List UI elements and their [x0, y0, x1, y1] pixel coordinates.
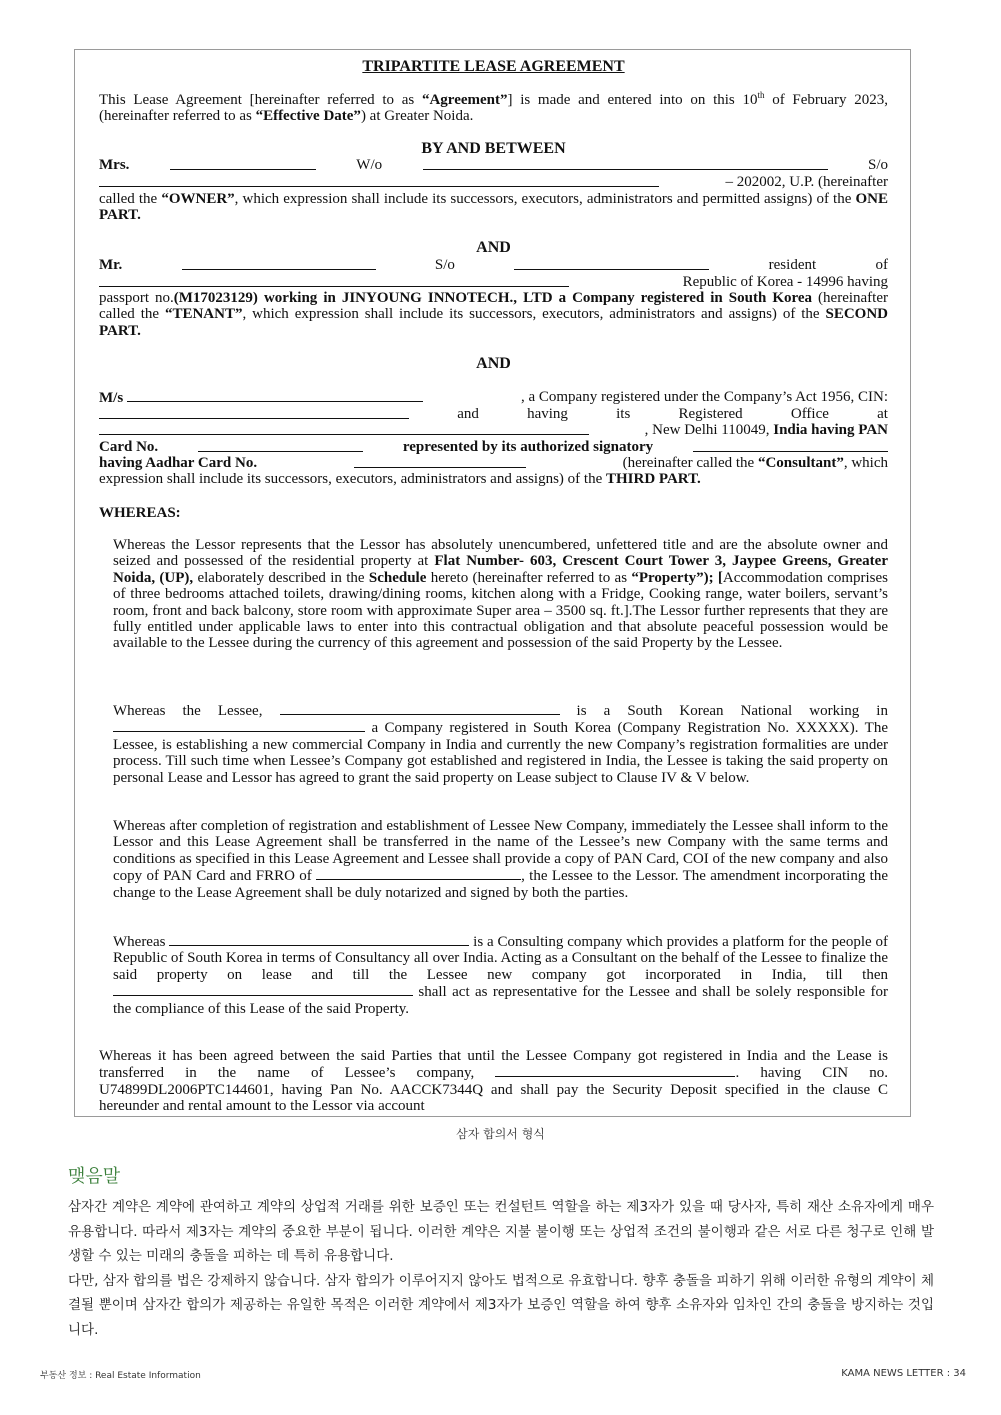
blank-line	[99, 274, 569, 287]
blank-line	[354, 455, 526, 468]
footer-page-label: KAMA NEWS LETTER : 34	[841, 1368, 966, 1379]
by-and-between: BY AND BETWEEN	[421, 140, 566, 157]
consultant-line-3: , New Delhi 110049, India having PAN	[99, 422, 888, 438]
intro-paragraph: This Lease Agreement [hereinafter referred to as “Agreement”] is made and entered into on this 10th of February 2023, (hereinafter referred to as “Effective Date”) at Greater Noida.	[99, 90, 888, 125]
owner-line-2: – 202002, U.P. (hereinafter	[99, 174, 888, 190]
blank-line	[182, 257, 376, 270]
and-separator-1: AND	[476, 239, 511, 256]
whereas-clause-2: Whereas the Lessee, is a South Korean National working in a Company registered in South Korea (Company Registration No. XXXXX). The Lessee, is establishing a new commercial Company in India and currently the new Company’s registration formalities are under process. Till such time when Lessee’s Company got established and registered in India, the Lessee is taking the said property on personal Lease and Lessor has agreed to grant the said property on Lease subject to Clause IV & V below.	[113, 703, 888, 786]
consultant-line-1: M/s , a Company registered under the Company’s Act 1956, CIN:	[99, 389, 888, 406]
tenant-line-2: Republic of Korea - 14996 having	[99, 274, 888, 290]
blank-line	[99, 406, 409, 419]
conclusion-paragraph-2: 다만, 삼자 합의를 법은 강제하지 않습니다. 삼자 합의가 이루어지지 않아도 법적으로 유효합니다. 향후 충돌을 피하기 위해 이러한 유형의 계약이 체결될 뿐이며 삼자간 합의가 제공하는 유일한 목적은 이러한 계약에서 제3자가 보증인 역할을 하여 향후 소유자와 임차인 간의 충돌을 방지하는 것입니다.	[68, 1272, 934, 1338]
blank-line	[170, 157, 316, 170]
blank-line	[316, 867, 521, 880]
footer-section-label: 부동산 정보 : Real Estate Information	[40, 1371, 201, 1381]
blank-line	[280, 702, 560, 715]
whereas-clause-4: Whereas is a Consulting company which provides a platform for the people of Republic of South Korea in terms of Consultancy all over India. Acting as a Consultant on the behalf of the Lessee to finalize the said property on lease and till the Lessee new company got incorporated in India, till then shall act as representative for the Lessee and shall be solely responsible for the compliance of this Lease of the said Property.	[113, 934, 888, 1017]
whereas-heading: WHEREAS:	[99, 505, 181, 521]
blank-line	[514, 257, 709, 270]
document-title: TRIPARTITE LEASE AGREEMENT	[362, 58, 625, 75]
blank-line	[113, 983, 413, 996]
blank-line	[99, 174, 659, 187]
blank-line	[495, 1064, 735, 1077]
section-heading: 맺음말	[68, 1166, 121, 1187]
blank-line	[693, 439, 888, 452]
blank-line	[169, 933, 469, 946]
figure-caption: 삼자 합의서 형식	[456, 1127, 545, 1141]
whereas-clause-1: Whereas the Lessor represents that the Lessor has absolutely unencumbered, unfettered title and are the absolute owner and seized and possessed of the residential property at Flat Number- 603, Crescent Court Tower 3, Jaypee Greens, Greater Noida, (UP), elaborately described in the Schedule hereto (hereinafter referred to as “Property”); [Accommodation comprises of three bedrooms attached toilets, drawing/dining rooms, kitchen along with a Fridge, Cooking range, water boilers, servant’s room, front and back balcony, store room with approximate Super area – 3500 sq. ft.].The Lessor further represents that they are fully entitled under applicable laws to enter into this contractual obligation and that absolute peaceful possession would be available to the Lessee during the currency of this agreement and possession of the said Property by the Lessee.	[113, 537, 889, 652]
blank-line	[113, 719, 365, 732]
whereas-clause-3: Whereas after completion of registration and establishment of Lessee New Company, immediately the Lessee shall inform to the Lessor and this Lease Agreement shall be transferred in the name of the Lessee’s new Company with the same terms and conditions as specified in this Lease Agreement and Lessee shall provide a copy of PAN Card, COI of the new company and also copy of PAN Card and FRRO of , the Lessee to the Lessor. The amendment incorporating the change to the Lease Agreement shall be duly notarized and signed by both the parties.	[113, 818, 889, 901]
consultant-line-2: and having its Registered Office at	[99, 406, 888, 422]
document-image	[74, 49, 911, 1117]
consultant-line-4: Card No. represented by its authorized signatory	[99, 439, 888, 455]
conclusion-paragraph-1: 삼자간 계약은 계약에 관여하고 계약의 상업적 거래를 위한 보증인 또는 컨설턴트 역할을 하는 제3자가 있을 때 당사자, 특히 재산 소유자에게 매우 유용합니다. 따라서 제3자는 계약의 중요한 부분이 됩니다. 이러한 계약은 지불 불이행 또는 상업적 조건의 불이행과 같은 서로 다른 청구로 인해 발생할 수 있는 미래의 충돌을 피하는 데 특히 유용합니다.	[68, 1199, 934, 1265]
and-separator-2: AND	[476, 355, 511, 372]
tenant-line-1: Mr. S/o resident of	[99, 257, 888, 273]
owner-paragraph: called the “OWNER”, which expression shall include its successors, executors, administrators and permitted assigns) of the ONE PART.	[99, 191, 888, 224]
blank-line	[423, 157, 828, 170]
tenant-paragraph: passport no.(M17023129) working in JINYOUNG INNOTECH., LTD a Company registered in South Korea (hereinafter called the “TENANT”, which expression shall include its successors, executors, administrators and assigns) of the SECOND PART.	[99, 290, 889, 339]
blank-line	[198, 439, 363, 452]
owner-line-1: Mrs. W/o S/o	[99, 157, 888, 173]
conclusion-body	[68, 1195, 934, 1343]
blank-line	[127, 389, 423, 402]
whereas-clause-5: Whereas it has been agreed between the said Parties that until the Lessee Company got registered in India and the Lease is transferred in the name of Lessee’s company, . having CIN no. U74899DL2006PTC144601, having Pan No. AACCK7344Q and shall pay the Security Deposit specified in the clause C hereunder and rental amount to the Lessor via account	[99, 1048, 888, 1115]
consultant-line-6: expression shall include its successors, executors, administrators and assigns) of the THIRD PART.	[99, 471, 701, 487]
consultant-line-5: having Aadhar Card No. (hereinafter called the “Consultant”, which	[99, 455, 888, 471]
blank-line	[99, 422, 589, 435]
